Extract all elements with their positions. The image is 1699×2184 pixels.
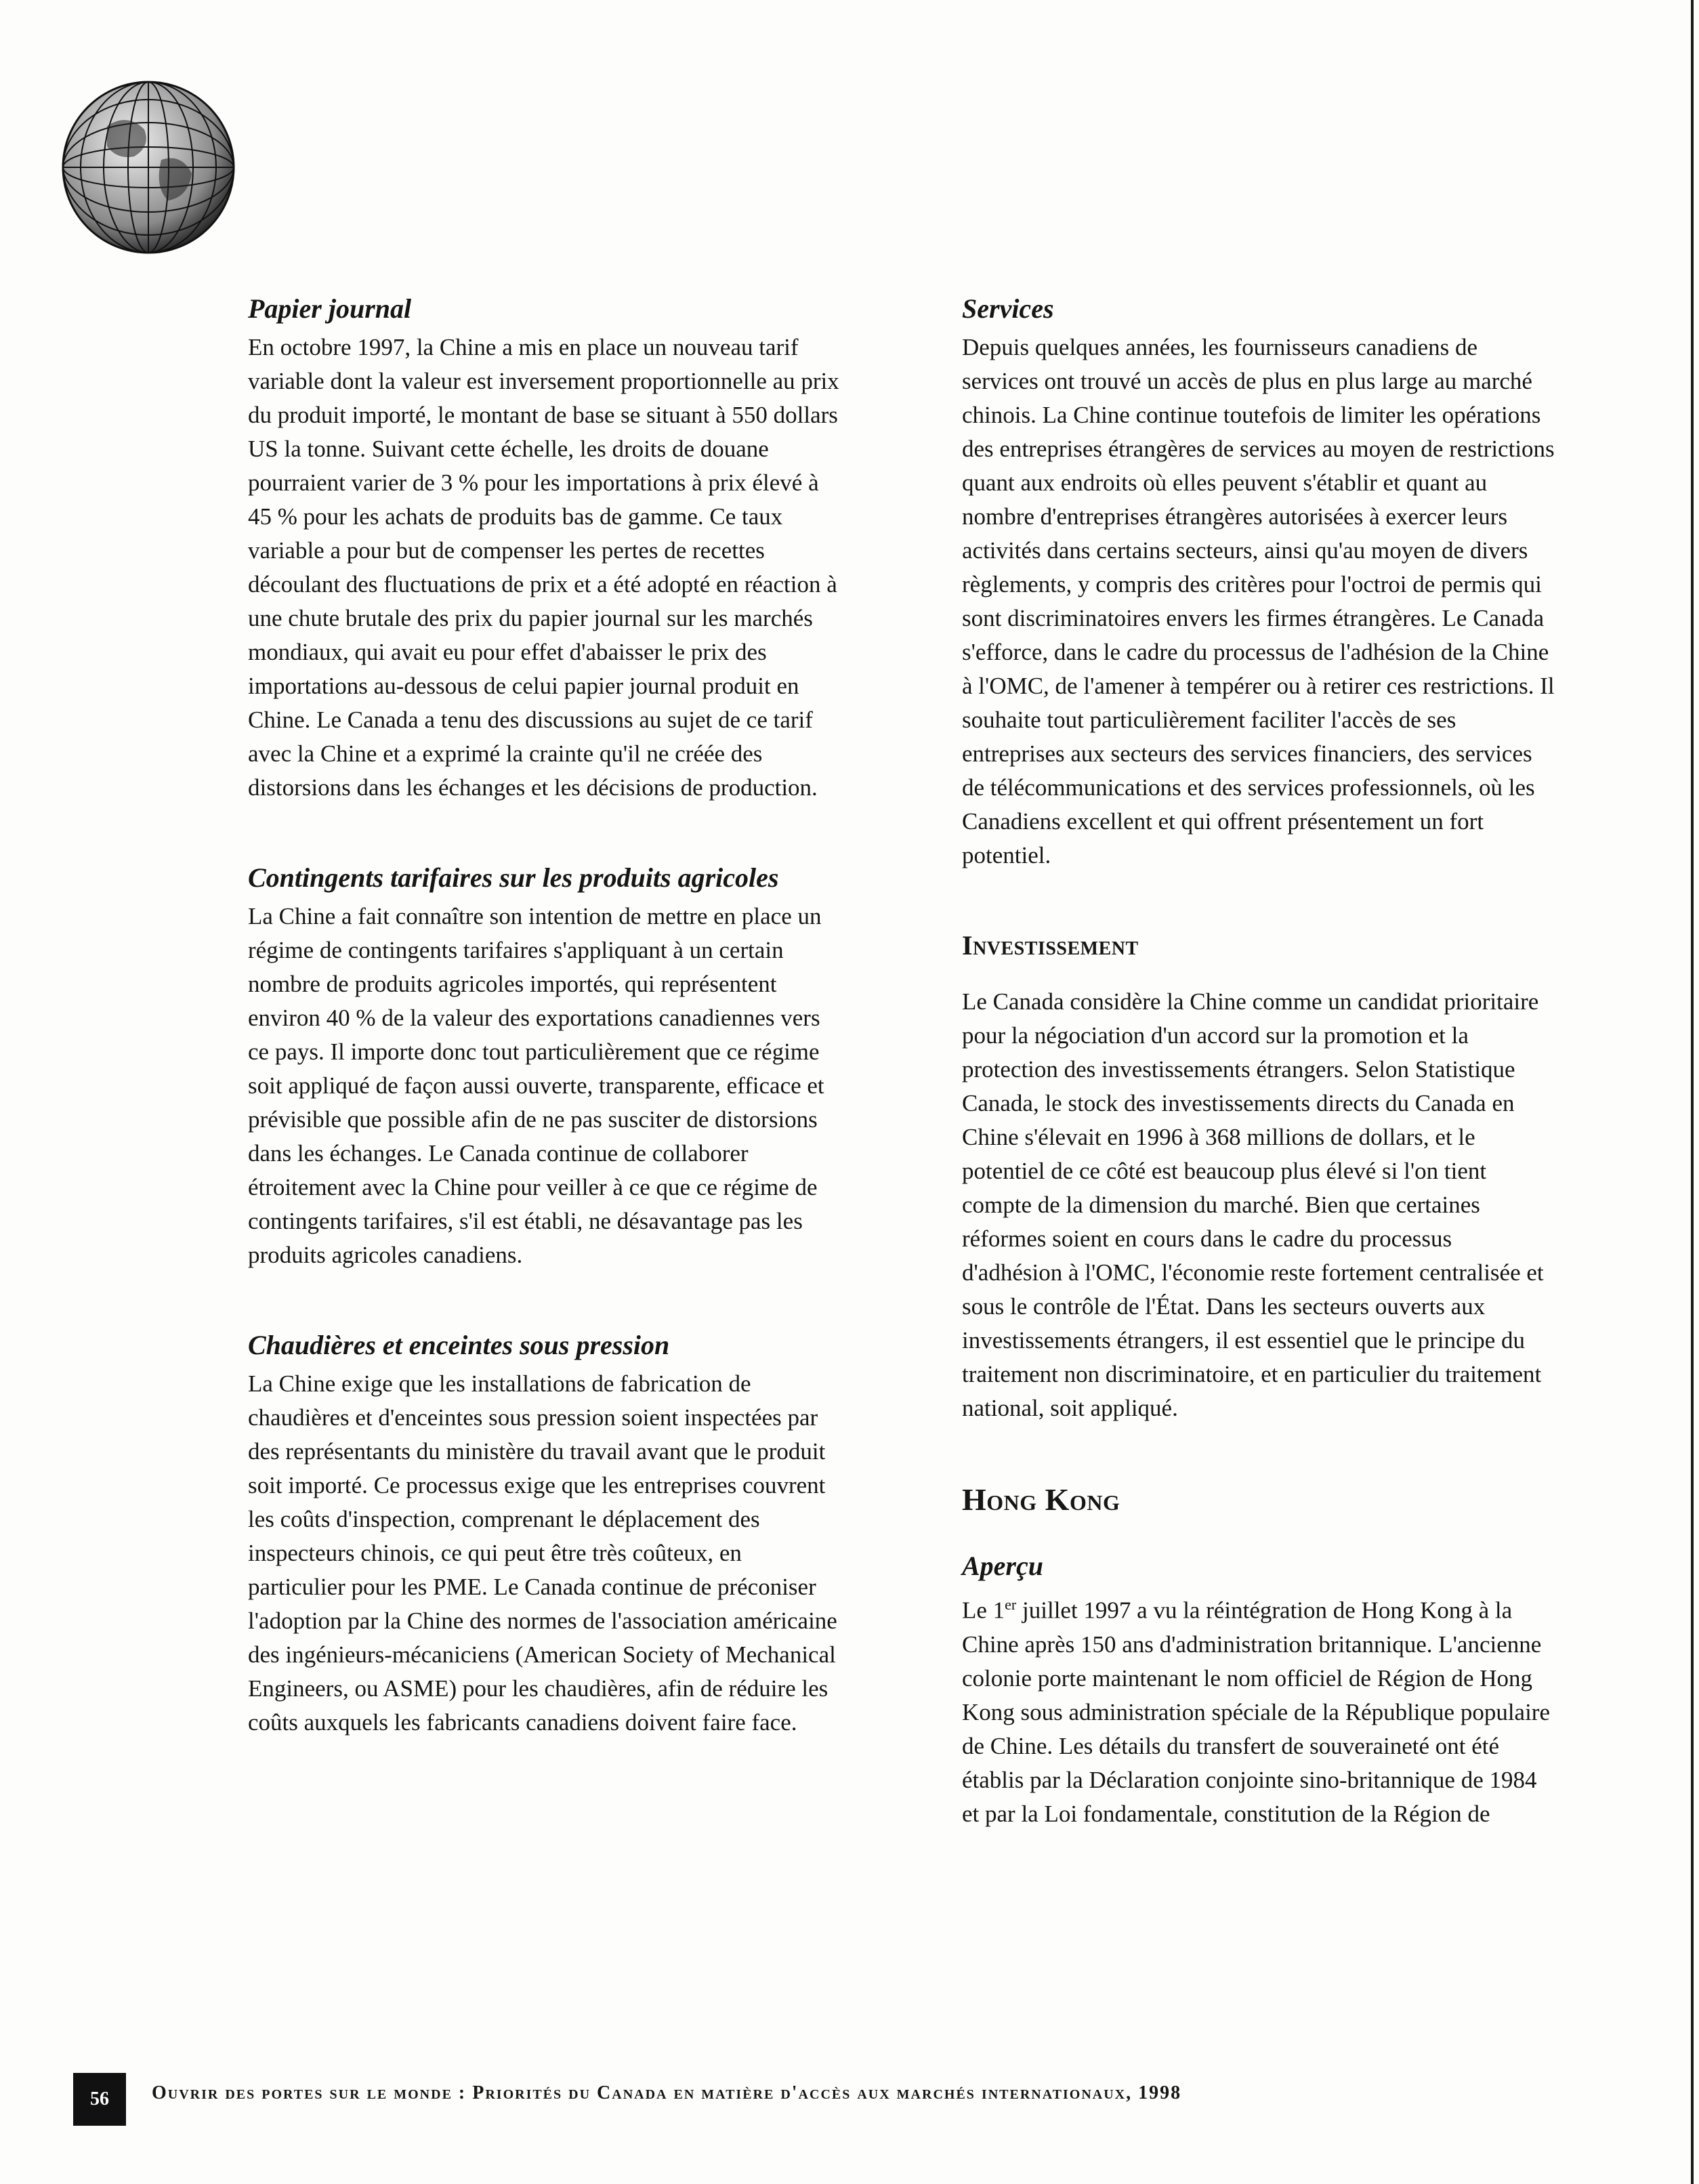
section-contingents-tarifaires [248,859,844,1272]
ordinal-suffix: er [1005,1596,1017,1613]
section-title: Aperçu [962,1551,1043,1581]
section-papier-journal [248,290,844,805]
major-heading: Hong Kong [962,1482,1120,1517]
major-heading: Investissement [962,930,1139,961]
page-footer [73,2073,1631,2127]
section-services [962,290,1558,873]
page-edge-rule [1691,0,1694,2184]
paragraph: La Chine exige que les installations de fabrication de chaudières et d'enceintes sous pression soient inspectées par des représentants du ministère du travail avant que le produit soit importé. Ce processus exige que les entreprises couvrent les coûts d'inspection, comprenant le déplacement des inspecteurs chinois, ce qui peut être très coûteux, en particulier pour les PME. Le Canada continue de préconiser l'adoption par la Chine des normes de l'association américaine des ingénieurs-mécaniciens (American Society of Mechanical Engineers, ou ASME) pour les chaudières, afin de réduire les coûts auxquels les fabricants canadiens doivent faire face. [248,1370,837,1736]
section-title: Services [962,293,1054,324]
section-title: Contingents tarifaires sur les produits agricoles [248,862,779,893]
paragraph: Le Canada considère la Chine comme un candidat prioritaire pour la négociation d'un accord sur la promotion et la protection des investissements étrangers. Selon Statistique Canada, le stock des investissements directs du Canada en Chine s'élevait en 1996 à 368 millions de dollars, et le potentiel de ce côté est beaucoup plus élevé si l'on tient compte de la dimension du marché. Bien que certaines réformes soient en cours dans le cadre du processus d'adhésion à l'OMC, l'économie reste fortement centralisée et sous le contrôle de l'État. Dans les secteurs ouverts aux investissements étrangers, il est essentiel que le principe du traitement non discriminatoire, et en particulier du traitement national, soit appliqué. [962,988,1544,1421]
paragraph: Depuis quelques années, les fournisseurs canadiens de services ont trouvé un accès de plus en plus large au marché chinois. La Chine continue toutefois de limiter les opérations des entreprises étrangères de services au moyen de restrictions quant aux endroits où elles peuvent s'établir et quant au nombre d'entreprises étrangères autorisées à exercer leurs activités dans certains secteurs, ainsi qu'au moyen de divers règlements, y compris des critères pour l'octroi de permis qui sont discriminatoires envers les firmes étrangères. Le Canada s'efforce, dans le cadre du processus de l'adhésion de la Chine à l'OMC, de l'amener à tempérer ou à retirer ces restrictions. Il souhaite tout particulièrement faciliter l'accès de ses entreprises aux secteurs des services financiers, des services de télécommunications et des services professionnels, où les Canadiens excellent et qui offrent présentement un fort potentiel. [962,334,1555,868]
paragraph-start: Le 1 [962,1597,1005,1624]
paragraph-rest: juillet 1997 a vu la réintégration de Hong Kong à la Chine après 150 ans d'administration britannique. L'ancienne colonie porte maintenant le nom officiel de Région de Hong Kong sous administration spéciale de la République populaire de Chine. Les détails du transfert de souveraineté ont été établis par la Déclaration conjointe sino-britannique de 1984 et par la Loi fondamentale, constitution de la Région de [962,1597,1550,1827]
section-hong-kong [962,1479,1558,1831]
left-column [248,290,844,1794]
paragraph: La Chine a fait connaître son intention de mettre en place un régime de contingents tarifaires s'appliquant à un certain nombre de produits agricoles importés, qui représentent environ 40 % de la valeur des exportations canadiennes vers ce pays. Il importe donc tout particulièrement que ce régime soit appliqué de façon aussi ouverte, transparente, efficace et prévisible que possible afin de ne pas susciter de distorsions dans les échanges. Le Canada continue de collaborer étroitement avec la Chine pour veiller à ce que ce régime de contingents tarifaires, s'il est établi, ne désavantage pas les produits agricoles canadiens. [248,903,824,1268]
section-title: Chaudières et enceintes sous pression [248,1330,670,1360]
running-footer: Ouvrir des portes sur le monde : Priorités du Canada en matière d'accès aux marchés internationaux, 1998 [152,2082,1182,2103]
right-column [962,290,1558,1885]
paragraph: En octobre 1997, la Chine a mis en place un nouveau tarif variable dont la valeur est inversement proportionnelle au prix du produit importé, le montant de base se situant à 550 dollars US la tonne. Suivant cette échelle, les droits de douane pourraient varier de 3 % pour les importations à prix élevé à 45 % pour les achats de produits bas de gamme. Ce taux variable a pour but de compenser les pertes de recettes découlant des fluctuations de prix et a été adopté en réaction à une chute brutale des prix du papier journal sur les marchés mondiaux, qui avait eu pour effet d'abaisser le prix des importations au-dessous de celui papier journal produit en Chine. Le Canada a tenu des discussions au sujet de ce tarif avec la Chine et a exprimé la crainte qu'il ne créée des distorsions dans les échanges et les décisions de production. [248,334,839,801]
page-number: 56 [73,2073,126,2126]
section-title: Papier journal [248,293,412,324]
globe-icon [60,79,237,256]
paragraph [962,1588,1558,1831]
section-investissement [962,927,1558,1425]
section-chaudieres [248,1326,844,1740]
